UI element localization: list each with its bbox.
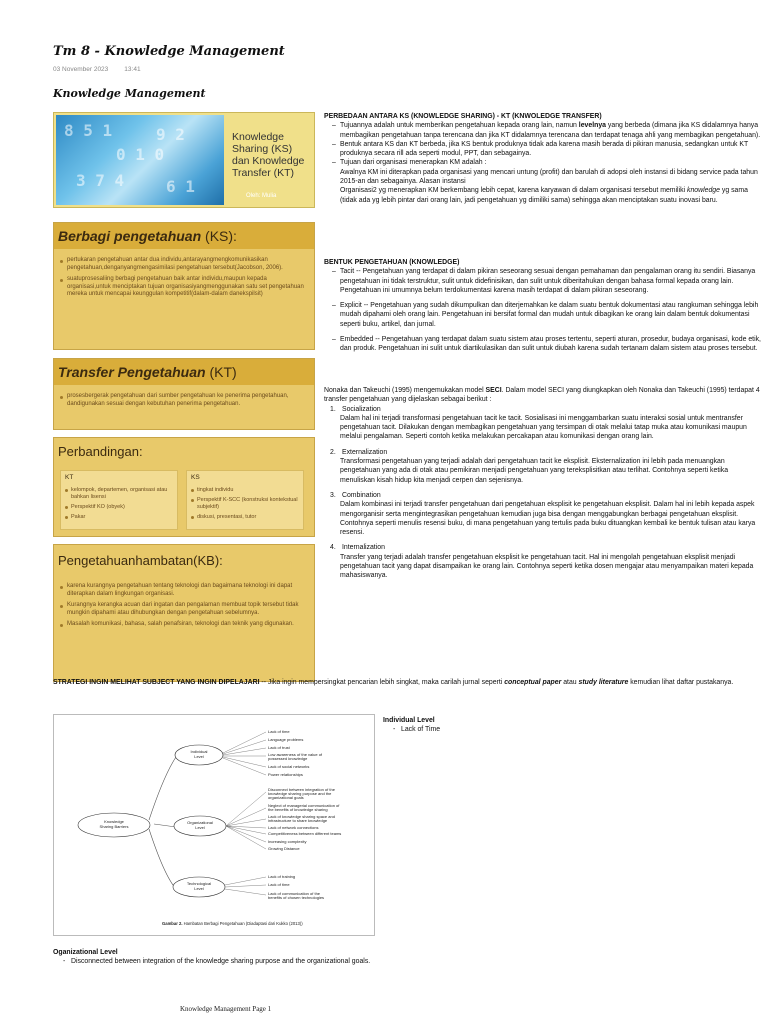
knowledge-sharing-barriers-diagram (53, 714, 375, 936)
bullet-item: Masalah komunikasi, bahasa, salah penafsiran, teknologi dan teknik yang digunakan. (60, 621, 308, 629)
slide-perbandingan (53, 437, 315, 537)
slide-bullets (60, 257, 308, 303)
slide-author: Oleh: Mulia (246, 193, 277, 199)
page-date (53, 66, 157, 73)
svg-text:knowledge sharing purpose and: knowledge sharing purpose and the (268, 791, 332, 796)
list-item: – Tujuannya adalah untuk memberikan pengetahuan kepada orang lain, namun levelnya yang berbeda (dimana jika KS didalamnya hanya membagikan pengetahuan tanpa terencana dan jika KT didalamnya terencana dan terdapat tenaga ahli yang membagikan pengetahuan). (324, 121, 764, 140)
bullet-item: karena kurangnya pengetahuan tentang teknologi dan bagaimana teknologi ini dapat diterapkan dalam lingkungan organisasi. (60, 583, 308, 598)
slide-heading: Transfer Pengetahuan (KT) (58, 364, 237, 380)
diagram-technological-label: Technological Level (186, 881, 212, 891)
bullet-item: suatuprosesaliing berbagi pengetahuan baik antar individu,maupun kepada organisasi,untuk menciptakan tujuan organisasiyangmenggunakan satu set pengetahuan mereka untuk mencapai keunggulan kompetitif(dalam-dalam danekspilsit) (60, 276, 308, 299)
svg-text:Low awareness of the value of: Low awareness of the value of (268, 752, 323, 757)
svg-text:Lack of time: Lack of time (268, 729, 290, 734)
svg-text:Neglect of managerial communic: Neglect of managerial communication of (268, 803, 340, 808)
list-item: 4. Internalization (330, 544, 385, 552)
slide-bullets (60, 583, 308, 633)
list-item: – Tacit -- Pengetahuan yang terdapat di dalam pikiran seseorang sesuai dengan pemahaman dan pengalaman orang itu sendiri. Biasanya pengetahuan ini tidak terstruktur, sulit untuk didefinisikan, dan sulit untuk diberitahukan dengan bahasa formal kepada orang lain. Pengetahuan ini umumnya belum terdokumentasi karena masih terdapat di dalam pikiran seseorang. (324, 267, 764, 295)
svg-text:infrastructure to share knowle: infrastructure to share knowledge (268, 818, 328, 823)
list-item: - Disconnected between integration of the knowledge sharing purpose and the organizational goals. (63, 958, 371, 966)
diagram-root-label: Knowledge Sharing Barriers (99, 819, 129, 829)
svg-text:Lack of network connections: Lack of network connections (268, 825, 319, 830)
section-heading: PERBEDAAN ANTARA KS (KNOWLEDGE SHARING) - KT (KNWOLEDGE TRANSFER) (324, 113, 602, 120)
date-text: 03 November 2023 (53, 66, 109, 73)
slide-transfer-pengetahuan (53, 358, 315, 430)
section-heading: BENTUK PENGETAHUAN (KNOWLEDGE) (324, 259, 460, 266)
slide-heading: Perbandingan: (58, 444, 143, 459)
slide-berbagi-pengetahuan (53, 222, 315, 350)
time-text: 13:41 (124, 66, 141, 73)
svg-text:Lack of social networks: Lack of social networks (268, 764, 310, 769)
organizational-level-section (53, 948, 753, 967)
svg-text:Lack of trust: Lack of trust (268, 745, 290, 750)
svg-text:Lack of training: Lack of training (268, 874, 296, 879)
slide-heading: Berbagi pengetahuan (KS): (58, 228, 237, 244)
slide-hambatan (53, 544, 315, 682)
svg-text:organizational goals: organizational goals (268, 795, 304, 800)
svg-text:Lack of communication of the: Lack of communication of the (268, 891, 321, 896)
svg-text:Power relationships: Power relationships (268, 772, 303, 777)
slide-title (53, 112, 315, 208)
section-title: Knowledge Management (53, 87, 206, 100)
svg-text:Growing Distance: Growing Distance (268, 846, 300, 851)
slide-heading: Pengetahuanhambatan(KB): (58, 553, 223, 568)
svg-text:Disconnect between integration: Disconnect between integration of the (268, 787, 335, 792)
list-desc: Dalam hal ini terjadi transformasi pengetahuan tacit ke tacit. Sosialisasi ini menggambarkan suatu interaksi sosial untuk mentransfer pengetahuan tacit. Dilakukan dengan membagikan pengetahuan yang tersimpan di otak melalui tatap muka atau komunikasi maupun melalui pengalaman. Seperti contoh ketika melakukan percakapan atau komunikasi dengan orang lain. (340, 414, 747, 441)
list-item: - Lack of Time (393, 726, 441, 734)
list-item: – Explicit -- Pengetahuan yang sudah dikumpulkan dan diterjemahkan ke dalam suatu bentuk dokumentasi atau rangkuman sehingga lebih mudah dipahami oleh orang lain. Pengetahuan ini bersifat formal dan mudah untuk dibagikan ke orang lain dalam bentuk dokumentasi seperti buku, artikel, dan jurnal. (324, 301, 764, 329)
bullet-item: prosesbergerak pengetahuan dari sumber pengetahuan ke penerima pengetahuan, dandigunakan sesuai dengan kebutuhan penerima pengetahuan. (60, 393, 308, 408)
list-item: 1. Socialization (330, 405, 381, 413)
slide-title-text: Knowledge Sharing (KS) dan Knowledge Transfer (KT) (232, 131, 305, 179)
slide-bullets (60, 393, 308, 412)
diagram-organizational-label: Organizational Level (187, 820, 213, 830)
diagram-individual-label: Individual Level (190, 749, 208, 759)
svg-text:benefits of chosen technologie: benefits of chosen technologies (268, 895, 325, 900)
svg-text:possessed knowledge: possessed knowledge (268, 756, 308, 761)
individual-level-section (383, 716, 440, 735)
diagram-caption: Gambar 2. Hambatan Berbagi Pengetahuan (Diadaptasi dari Kukko (2013)) (162, 921, 303, 926)
kt-column: KT kelompok, departemen, organisasi atau bahkan lisensi Perspektif KO (obyek) Pakar (60, 470, 178, 530)
list-item: – Embedded -- Pengetahuan yang terdapat dalam suatu sistem atau proses tertentu, seperti aturan, prosedur, budaya organisasi, kode etik, dan produk. Pengetahuan ini sulit untuk diartikulasikan dan sulit untuk diubah karena sudah tertanam dalam sistem atau proses tersebut. (324, 335, 764, 354)
bentuk-pengetahuan-section (324, 258, 764, 354)
list-subitem: Awalnya KM ini diterapkan pada organisasi yang mencari untung (profit) dan barulah di adopsi oleh instansi di bidang service pada tahun 2015-an dan sebagainya. Alasan instansi (340, 168, 758, 186)
list-desc: Transformasi pengetahuan yang terjadi adalah dari pengetahuan tacit ke eksplisit. Eksternalization ini lebih pada menuangkan pengetahuan yang ada di otak atau pemikiran menjadi pengetahuan yang tereksplisitkan atau terlihat. Contohnya seperti ketika menuliskan kisah hidup kita menjadi cerpen dan sejenisnya. (340, 458, 729, 484)
ks-column: KS tingkat individu Perspektif K-SCC (konstruksi kontekstual subjektif) diskusi, presentasi, tutor (186, 470, 304, 530)
list-subitem: Organisasi2 yg menerapkan KM berkembang lebih cepat, karena karyawan di dalam organisasi tersebut memiliki knowledge yg sama (tidak ada yg lebih pintar dari orang lain, jadi pengetahuan yg dimiliki sama) sehingga akan menciptakan suatu inovasi baru. (340, 187, 748, 204)
list-desc: Dalam kombinasi ini terjadi transfer pengetahuan dari pengetahuan eksplisit ke pengetahuan eksplisit. Dalam hal ini lebih kepada aspek mengorganisir serta mengintegrasikan pengetahuan kemudian juga bisa dengan menggabungkan berbagai pengetahuan eksplisit. Contohnya seperti menulis resensi buku, di mana pengetahuan yang tertulis pada buku dituangkan kembali ke bentuk tulisan atau karya resensi. (340, 501, 756, 537)
list-desc: Transfer yang terjadi adalah transfer pengetahuan eksplisit ke pengetahuan tacit. Hal ini mengolah pengetahuan eksplisit menjadi pengetahuan tacit yang dapat disampaikan ke orang lain. Contohnya seperti ketika dosen mengajar atau menyampaikan materi kepada mahasiswanya. (340, 553, 754, 580)
svg-text:Lack of knowledge sharing spac: Lack of knowledge sharing space and (268, 814, 335, 819)
page-footer: Knowledge Management Page 1 (180, 1005, 272, 1013)
svg-text:Language problems: Language problems (268, 737, 304, 742)
list-item: 2. Externalization (330, 448, 388, 456)
list-item: – Bentuk antara KS dan KT berbeda, jika KS bentuk produknya tidak ada karena masih berada di pikiran manusia, sedangkan untuk KT produknya secara rill ada seperti modul, PPT, dan sebagainya. (324, 140, 764, 159)
seci-section (324, 386, 764, 581)
numbers-image: 8 5 1 0 1 0 3 7 4 9 2 6 1 (56, 115, 224, 205)
svg-text:Competitiveness between differ: Competitiveness between different teams (268, 831, 342, 836)
list-item: – Tujuan dari organisasi menerapkan KM adalah : (324, 158, 764, 167)
paragraph: Nonaka dan Takeuchi (1995) mengemukakan model SECI. Dalam model SECI yang diungkapkan oleh Nonaka dan Takeuchi (1995) terdapat 4 transfer pengetahuan yang dijelaskan sebagai berikut : (324, 387, 760, 404)
section-heading: Individual Level (383, 717, 435, 724)
section-heading: Oganizational Level (53, 949, 118, 956)
bullet-item: pertukaran pengetahuan antar dua individu,antarayangmengkomunikasikan pengetahuan,denganyangmengasimilasi pengetahuan tersebut(Jacobson, 2006). (60, 257, 308, 272)
svg-text:Increasing complexity: Increasing complexity (268, 839, 307, 844)
strategy-paragraph: STRATEGI INGIN MELIHAT SUBJECT YANG INGIN DIPELAJARI -- Jika ingin mempersingkat pencarian lebih singkat, maka carilah jurnal seperti conceptual paper atau study literature kemudian lihat daftar pustakanya. (53, 679, 734, 686)
svg-text:the benefits of knowledge shar: the benefits of knowledge sharing (268, 807, 328, 812)
page-title: Tm 8 - Knowledge Management (53, 44, 285, 59)
list-item: 3. Combination (330, 491, 381, 499)
ks-kt-section (324, 112, 764, 205)
svg-text:Lack of time: Lack of time (268, 882, 290, 887)
bullet-item: Kurangnya kerangka acuan dari ingatan dan pengalaman membuat topik tersebut tidak mungkin dipahami atau dihubungkan dengan pengetahuan sebelumnya. (60, 602, 308, 617)
